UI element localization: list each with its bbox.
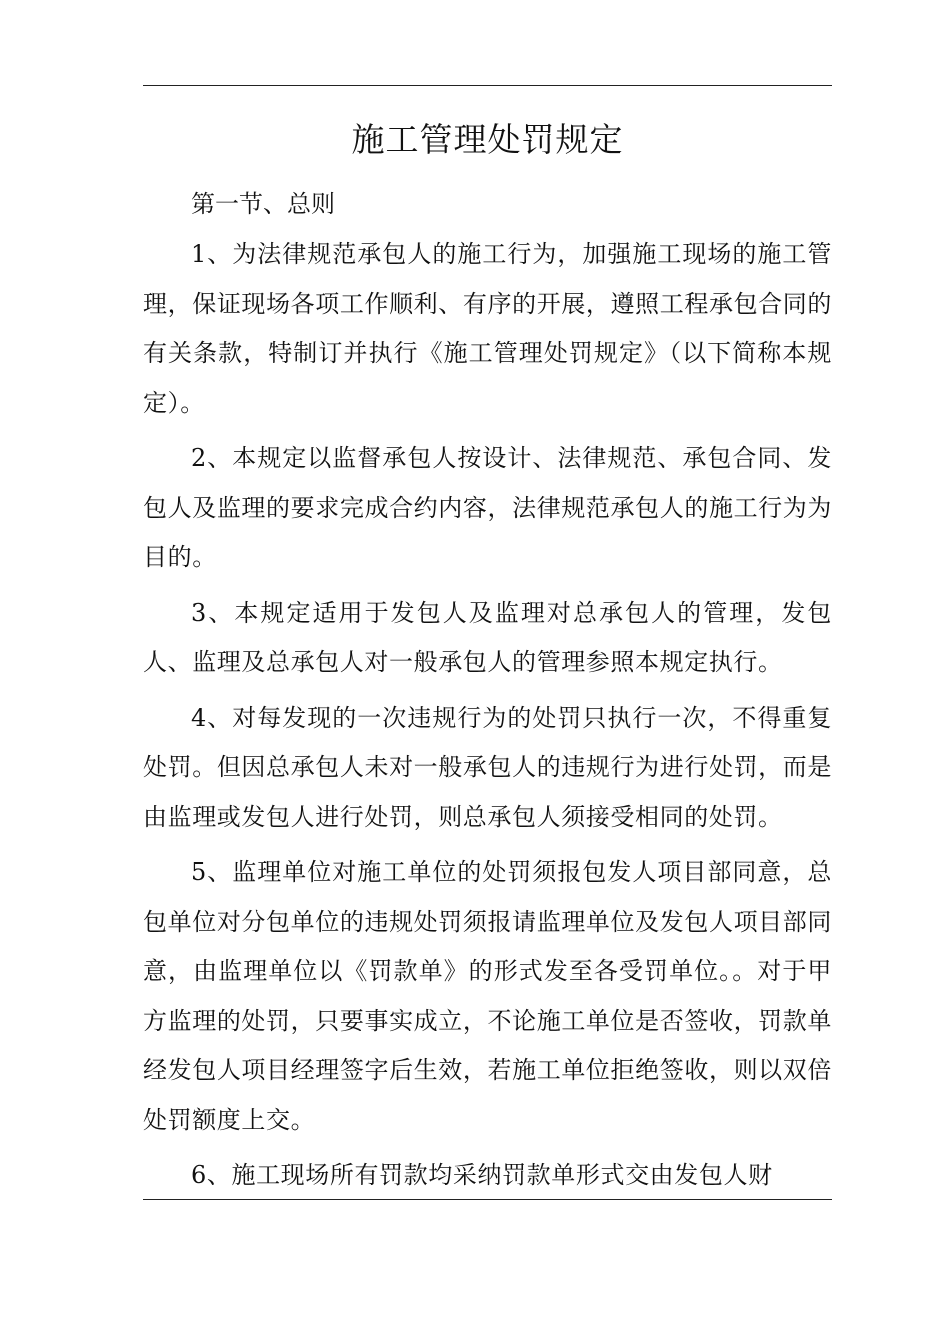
document-body: [143, 112, 832, 1207]
document-title: 施工管理处罚规定: [351, 120, 624, 159]
paragraph-2: 2、本规定以监督承包人按设计、法律规范、承包合同、发包人及监理的要求完成合约内容，法律规范承包人的施工行为为目的。: [143, 444, 832, 571]
paragraph-3: 3、本规定适用于发包人及监理对总承包人的管理，发包人、监理及总承包人对一般承包人的管理参照本规定执行。: [143, 598, 832, 676]
header-rule: [143, 85, 832, 86]
section-heading: 第一节、总则: [191, 190, 335, 218]
footer-rule: [143, 1199, 832, 1200]
paragraph-5: 5、监理单位对施工单位的处罚须报包发人项目部同意，总包单位对分包单位的违规处罚须报请监理单位及发包人项目部同意，由监理单位以《罚款单》的形式发至各受罚单位。。对于甲方监理的处罚，只要事实成立，不论施工单位是否签收，罚款单经发包人项目经理签字后生效，若施工单位拒绝签收，则以双倍处罚额度上交。: [143, 858, 832, 1134]
paragraph-1: 1、为法律规范承包人的施工行为，加强施工现场的施工管理，保证现场各项工作顺利、有序的开展，遵照工程承包合同的有关条款，特制订并执行《施工管理处罚规定》（以下简称本规定）。: [143, 240, 832, 417]
paragraph-4: 4、对每发现的一次违规行为的处罚只执行一次，不得重复处罚。但因总承包人未对一般承包人的违规行为进行处罚，而是由监理或发包人进行处罚，则总承包人须接受相同的处罚。: [143, 703, 832, 831]
paragraph-6: 6、施工现场所有罚款均采纳罚款单形式交由发包人财: [191, 1161, 773, 1189]
